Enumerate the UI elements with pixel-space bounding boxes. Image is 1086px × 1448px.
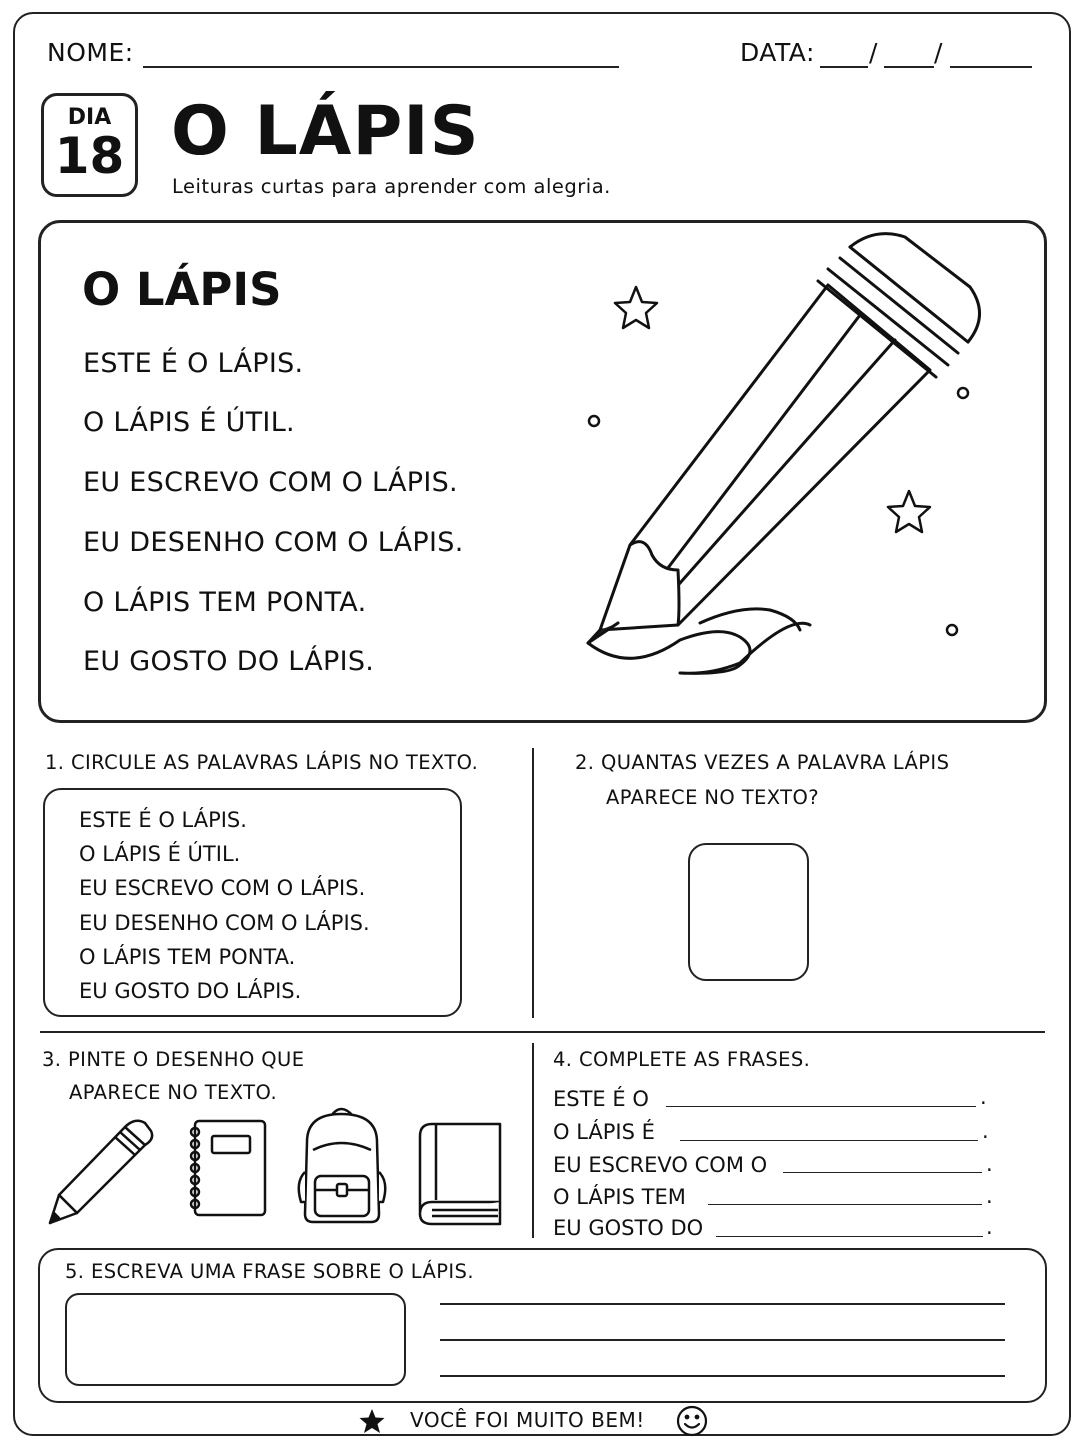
name-label: NOME:: [47, 38, 134, 67]
q4-blank[interactable]: [716, 1236, 983, 1237]
q5-writing-line[interactable]: [440, 1339, 1005, 1341]
q5-prompt: 5. ESCREVA UMA FRASE SOBRE O LÁPIS.: [65, 1260, 474, 1283]
q4-period: .: [980, 1085, 987, 1109]
q2-answer-box[interactable]: [688, 843, 809, 981]
date-label: DATA:: [740, 38, 815, 67]
q1-line[interactable]: O LÁPIS É ÚTIL.: [79, 842, 241, 866]
q4-sentence: EU ESCREVO COM O: [553, 1153, 768, 1177]
q1-line[interactable]: O LÁPIS TEM PONTA.: [79, 945, 296, 969]
q4-blank[interactable]: [666, 1106, 976, 1107]
story-line: EU ESCREVO COM O LÁPIS.: [83, 467, 458, 498]
q4-blank[interactable]: [680, 1140, 978, 1141]
q4-period: .: [986, 1152, 993, 1176]
date-month-field[interactable]: [884, 66, 934, 68]
name-field[interactable]: [143, 66, 619, 68]
q4-sentence: O LÁPIS É: [553, 1120, 655, 1144]
date-separator: /: [934, 38, 943, 67]
notebook-icon[interactable]: [185, 1118, 270, 1218]
day-badge: [41, 93, 138, 197]
pencil-icon: [560, 225, 1000, 695]
column-divider: [532, 748, 534, 1018]
story-line: EU DESENHO COM O LÁPIS.: [83, 527, 464, 558]
q4-blank[interactable]: [783, 1172, 982, 1173]
q4-period: .: [982, 1119, 989, 1143]
q1-line[interactable]: EU DESENHO COM O LÁPIS.: [79, 911, 370, 935]
q4-period: .: [986, 1184, 993, 1208]
q3-prompt-line2: APARECE NO TEXTO.: [69, 1081, 278, 1104]
footer-text: VOCÊ FOI MUITO BEM!: [410, 1408, 645, 1432]
story-line: EU GOSTO DO LÁPIS.: [83, 646, 375, 677]
date-separator: /: [869, 38, 878, 67]
q1-line[interactable]: ESTE É O LÁPIS.: [79, 808, 247, 832]
smiley-icon: [676, 1405, 708, 1437]
q5-writing-line[interactable]: [440, 1303, 1005, 1305]
q5-writing-line[interactable]: [440, 1375, 1005, 1377]
day-number: 18: [54, 127, 125, 185]
q4-sentence: O LÁPIS TEM: [553, 1185, 686, 1209]
q2-prompt: 2. QUANTAS VEZES A PALAVRA LÁPIS: [575, 751, 950, 774]
column-divider: [532, 1043, 534, 1238]
q3-prompt: 3. PINTE O DESENHO QUE: [42, 1048, 305, 1071]
q1-line[interactable]: EU ESCREVO COM O LÁPIS.: [79, 876, 366, 900]
q4-blank[interactable]: [708, 1204, 982, 1205]
star-icon: [359, 1408, 385, 1434]
q4-sentence: ESTE É O: [553, 1087, 649, 1111]
q2-prompt-line2: APARECE NO TEXTO?: [606, 786, 819, 809]
book-icon[interactable]: [412, 1118, 512, 1228]
q4-prompt: 4. COMPLETE AS FRASES.: [553, 1048, 811, 1071]
q1-prompt: 1. CIRCULE AS PALAVRAS LÁPIS NO TEXTO.: [45, 751, 479, 774]
date-day-field[interactable]: [820, 66, 868, 68]
backpack-icon[interactable]: [293, 1102, 393, 1227]
date-year-field[interactable]: [950, 66, 1032, 68]
story-line: ESTE É O LÁPIS.: [83, 348, 304, 379]
story-title: O LÁPIS: [82, 263, 282, 316]
pencil-icon[interactable]: [45, 1115, 160, 1230]
q4-period: .: [986, 1215, 993, 1239]
story-line: O LÁPIS TEM PONTA.: [83, 587, 367, 618]
q1-line[interactable]: EU GOSTO DO LÁPIS.: [79, 979, 302, 1003]
page-title: O LÁPIS: [171, 92, 480, 171]
day-label: DIA: [67, 105, 112, 130]
page-subtitle: Leituras curtas para aprender com alegria.: [172, 175, 611, 198]
story-line: O LÁPIS É ÚTIL.: [83, 407, 295, 438]
q5-drawing-box[interactable]: [65, 1293, 406, 1386]
q4-sentence: EU GOSTO DO: [553, 1216, 704, 1240]
section-divider: [40, 1031, 1045, 1033]
